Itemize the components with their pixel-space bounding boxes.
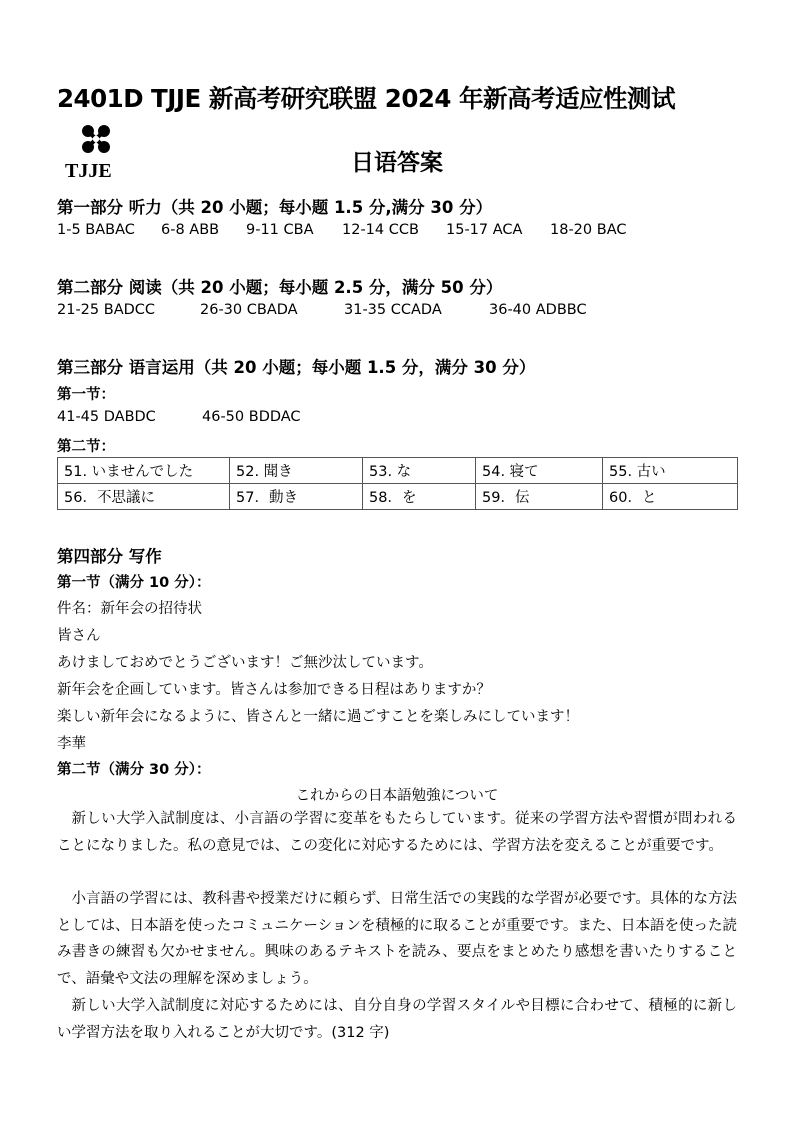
answer-table <box>57 457 738 510</box>
exam-title: 2401D TJJE 新高考研究联盟 2024 年新高考适应性测试 <box>57 84 676 113</box>
answer-group: 26-30 CBADA <box>200 302 298 318</box>
answer-group: 21-25 BADCC <box>57 302 156 318</box>
letter-greeting: 皆さん <box>57 628 101 644</box>
essay-title: これからの日本語勉強について <box>295 788 499 804</box>
table-row <box>58 484 738 510</box>
letter-signature: 李華 <box>57 736 86 752</box>
part4-heading: 第四部分 写作 <box>57 547 162 566</box>
answer-group: 31-35 CCADA <box>344 302 442 318</box>
answer-group: 1-5 BABAC <box>57 222 135 238</box>
part3-section2-label: 第二节： <box>57 439 115 455</box>
answer-group: 41-45 DABDC <box>57 409 156 425</box>
table-cell: 56．不思議に <box>58 484 230 510</box>
table-cell: 60．と <box>603 484 738 510</box>
part3-heading: 第三部分 语言运用（共 20 小题；每小题 1.5 分，满分 30 分） <box>57 358 536 377</box>
subject-title: 日语答案 <box>351 150 443 176</box>
essay-paragraph: 小言語の学習には、教科書や授業だけに頼らず、日常生活での実践的な学習が必要です。具体的な方法としては、日本語を使ったコミュニケーションを積極的に取ることが重要です。また、日本語を使った読み書きの練習も欠かせません。興味のあるテキストを読み、要点をまとめたり感想を書いたりすることで、語彙や文法の理解を深めましょう。 <box>57 891 737 987</box>
logo-text: TJJE <box>65 160 112 182</box>
answer-group: 12-14 CCB <box>342 222 419 238</box>
letter-line: 楽しい新年会になるように、皆さんと一緒に過ごすことを楽しみにしています！ <box>57 709 579 725</box>
table-cell: 54. 寝て <box>476 458 603 484</box>
answer-group: 15-17 ACA <box>446 222 523 238</box>
part1-answers <box>57 222 626 238</box>
table-cell: 59．伝 <box>476 484 603 510</box>
table-cell: 53. な <box>363 458 476 484</box>
table-cell: 57．動き <box>230 484 363 510</box>
letter-line: あけましておめでとうございます！ご無沙汰しています。 <box>57 655 433 671</box>
answer-group: 9-11 CBA <box>246 222 314 238</box>
part1-heading: 第一部分 听力（共 20 小题；每小题 1.5 分,满分 30 分） <box>57 198 493 217</box>
part3-section1-label: 第一节： <box>57 387 115 403</box>
part2-heading: 第二部分 阅读（共 20 小题；每小题 2.5 分，满分 50 分） <box>57 278 503 297</box>
essay-paragraph: 新しい大学入試制度は、小言語の学習に変革をもたらしています。従来の学習方法や習慣が問われることになりました。私の意見では、この変化に対応するためには、学習方法を変えることが重要です。 <box>57 811 737 854</box>
letter-subject-line: 件名：新年会の招待状 <box>57 601 202 617</box>
table-cell: 52. 聞き <box>230 458 363 484</box>
answer-group: 46-50 BDDAC <box>202 409 301 425</box>
part2-answers <box>57 302 587 318</box>
part4-section1-label: 第一节（满分 10 分）： <box>57 575 211 591</box>
table-cell: 55. 古い <box>603 458 738 484</box>
answer-group: 6-8 ABB <box>161 222 220 238</box>
table-cell: 58．を <box>363 484 476 510</box>
part4-section2-label: 第二节（满分 30 分）： <box>57 762 211 778</box>
table-cell: 51. いませんでした <box>58 458 230 484</box>
part3-section1-answers <box>57 409 301 425</box>
answer-group: 18-20 BAC <box>550 222 627 238</box>
letter-line: 新年会を企画しています。皆さんは参加できる日程はありますか？ <box>57 682 491 698</box>
essay-paragraph: 新しい大学入試制度に対応するためには、自分自身の学習スタイルや目標に合わせて、積極的に新しい学習方法を取り入れることが大切です。(312 字) <box>57 998 737 1041</box>
answer-group: 36-40 ADBBC <box>489 302 587 318</box>
table-row <box>58 458 738 484</box>
